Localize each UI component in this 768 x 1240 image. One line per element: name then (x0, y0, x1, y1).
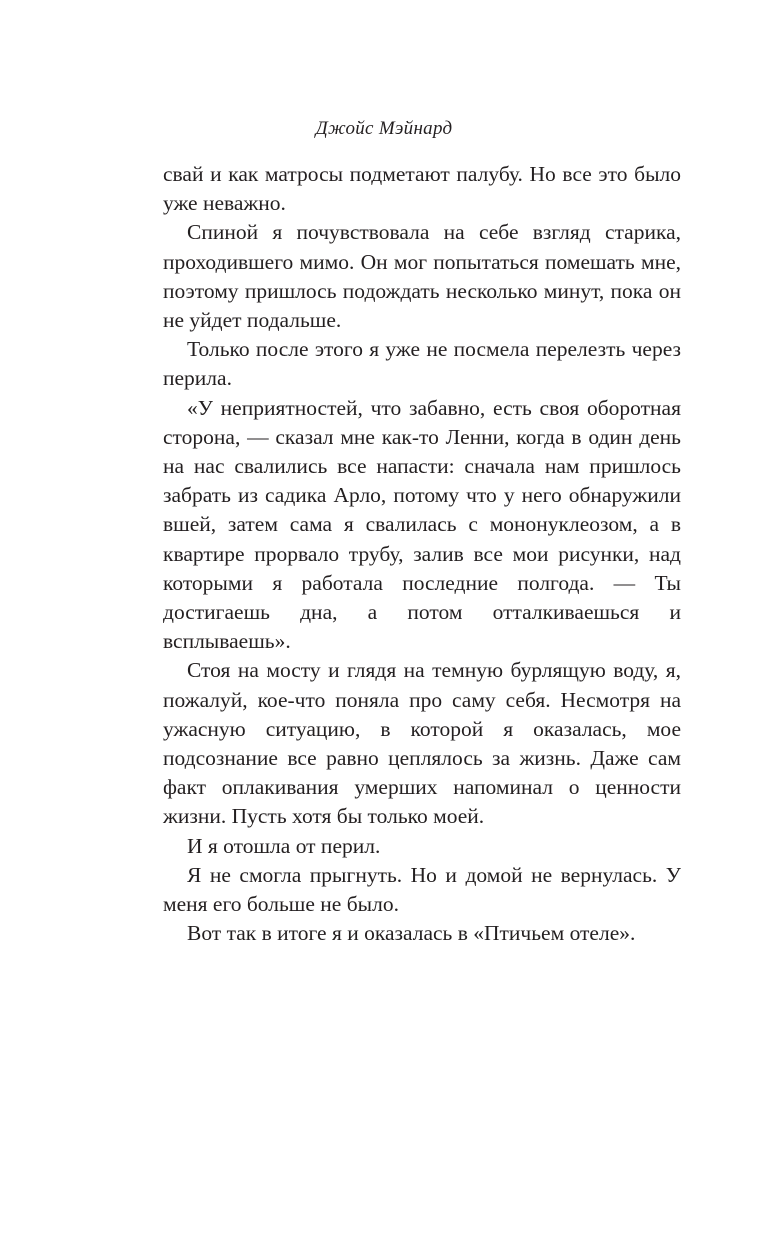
paragraph: Стоя на мосту и глядя на темную бурлящую воду, я, пожалуй, кое-что поняла про саму себя. Несмотря на ужасную ситуацию, в которой я оказалась, мое подсознание все равно цеплялось за жизнь. Даже сам факт оплакивания умерших напоминал о ценности жизни. Пусть хотя бы только моей. (163, 658, 681, 829)
running-head-author: Джойс Мэйнард (315, 118, 453, 139)
paragraph-quote: «У неприятностей, что забавно, есть своя оборотная сторона, — сказал мне как-то Ленни, когда в один день на нас свалились все напасти: сначала нам пришлось забрать из садика Арло, потому что у него обнаружили вшей, затем сама я свалилась с мононуклеозом, а в квартире прорвало трубу, залив все мои рисунки, над которыми я работала последние полгода. — Ты достигаешь дна, а потом отталкиваешься и всплываешь». (163, 395, 681, 654)
paragraph: Я не смогла прыгнуть. Но и домой не вернулась. У меня его больше не было. (163, 862, 681, 917)
paragraph: Спиной я почувствовала на себе взгляд старика, проходившего мимо. Он мог попытаться помешать мне, поэтому пришлось подождать несколько минут, пока он не уйдет подальше. (163, 220, 681, 333)
paragraph: И я отошла от перил. (187, 833, 381, 858)
paragraph: Только после этого я уже не посмела перелезть через перила. (163, 337, 681, 391)
paragraph-continuation: свай и как матросы подметают палубу. Но все это было уже неважно. (163, 162, 681, 216)
paragraph-final: Вот так в итоге я и оказалась в «Птичьем отеле». (187, 921, 636, 946)
body-text (163, 160, 681, 948)
